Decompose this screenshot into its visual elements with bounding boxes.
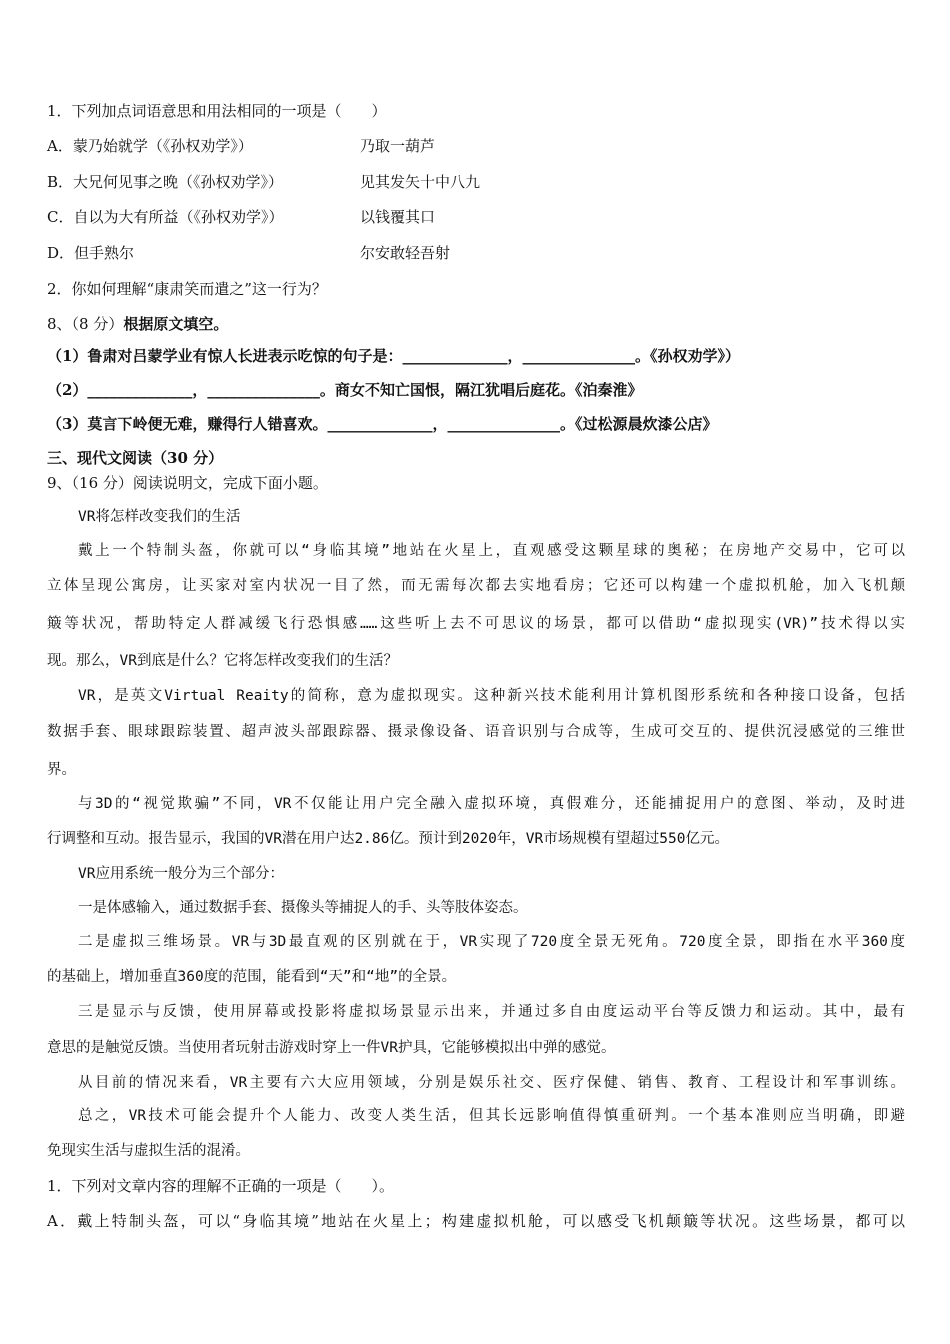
option-d-left: D．但手熟尔 [47,244,135,262]
question-9-heading: 9、（16 分）阅读说明文，完成下面小题。 [47,474,328,492]
article-line: 从目前的情况来看，VR主要有六大应用领域，分别是娱乐社交、医疗保健、销售、教育、工程设计和军事训练。 [78,1075,905,1091]
article-line: 簸等状况，帮助特定人群减缓飞行恐惧感……这些听上去不可思议的场景，都可以借助“虚拟现实(VR)”技术得以实 [47,616,905,632]
article-line: 的基础上，增加垂直360度的范围，能看到“天”和“地”的全景。 [47,969,457,985]
article-line: VR，是英文Virtual Reaity的简称，意为虚拟现实。这种新兴技术能利用计算机图形系统和各种接口设备，包括 [78,688,905,704]
article-line: 戴上一个特制头盔，你就可以“身临其境”地站在火星上，直观感受这颗星球的奥秘；在房地产交易中，它可以 [78,543,905,559]
article-line: 免现实生活与虚拟生活的混淆。 [47,1143,250,1159]
sub-question-1: 1．下列对文章内容的理解不正确的一项是（ ）。 [47,1177,395,1195]
option-d-right: 尔安敢轻吾射 [360,244,451,262]
question-2: 2．你如何理解“康肃笑而遣之”这一行为？ [47,280,327,298]
article-line: 一是体感输入，通过数据手套、摄像头等捕捉人的手、头等肢体姿态。 [78,900,528,916]
article-line: 意思的是触觉反馈。当使用者玩射击游戏时穿上一件VR护具，它能够模拟出中弹的感觉。 [47,1040,616,1056]
option-a-right: 乃取一葫芦 [360,137,436,155]
question-8-heading [47,314,228,334]
option-c-left: C．自以为大有所益（《孙权劝学》） [47,208,284,226]
article-line: 数据手套、眼球跟踪装置、超声波头部跟踪器、摄录像设备、语音识别与合成等，生成可交互的、提供沉浸感觉的三维世 [47,724,905,740]
question-stem: 1．下列加点词语意思和用法相同的一项是（ ） [47,102,387,120]
article-line: 与3D的“视觉欺骗”不同，VR不仅能让用户完全融入虚拟环境，真假难分，还能捕捉用户的意图、举动，及时进 [78,796,905,812]
fill-blank-1: （1）鲁肃对吕蒙学业有惊人长进表示吃惊的句子是：______________，_______________。《孙权劝学》） [47,347,740,365]
fill-blank-3: （3）莫言下岭便无难，赚得行人错喜欢。______________，_______________。《过松源晨炊漆公店》 [47,415,718,433]
option-c-right: 以钱覆其口 [360,208,436,226]
sub-question-option-a: A．戴上特制头盔，可以“身临其境”地站在火星上；构建虚拟机舱，可以感受飞机颠簸等状况。这些场景，都可以 [47,1212,905,1230]
article-title: VR将怎样改变我们的生活 [78,509,241,525]
option-b-left: B．大兄何见事之晚（《孙权劝学》） [47,173,284,191]
section-heading: 三、现代文阅读（30 分） [47,449,224,467]
article-line: 立体呈现公寓房，让买家对室内状况一目了然，而无需每次都去实地看房；它还可以构建一个虚拟机舱，加入飞机颠 [47,578,905,594]
article-line: 现。那么，VR到底是什么？它将怎样改变我们的生活？ [47,653,398,669]
article-line: 二是虚拟三维场景。VR与3D最直观的区别就在于，VR实现了720度全景无死角。720度全景，即指在水平360度 [78,934,905,950]
question-8-number: 8、（8 分） [47,315,124,333]
fill-blank-2: （2）______________，_______________。商女不知亡国恨，隔江犹唱后庭花。《泊秦淮》 [47,381,643,399]
option-b-right: 见其发矢十中八九 [360,173,481,191]
article-line: 行调整和互动。报告显示，我国的VR潜在用户达2.86亿。预计到2020年，VR市场规模有望超过550亿元。 [47,831,729,847]
article-line: VR应用系统一般分为三个部分： [78,866,284,882]
article-line: 总之，VR技术可能会提升个人能力、改变人类生活，但其长远影响值得慎重研判。一个基本准则应当明确，即避 [78,1108,905,1124]
option-a-left: A．蒙乃始就学（《孙权劝学》） [47,137,253,155]
article-line: 三是显示与反馈，使用屏幕或投影将虚拟场景显示出来，并通过多自由度运动平台等反馈力和运动。其中，最有 [78,1004,905,1020]
article-line: 界。 [47,762,76,778]
question-8-instruction: 根据原文填空。 [123,315,229,333]
